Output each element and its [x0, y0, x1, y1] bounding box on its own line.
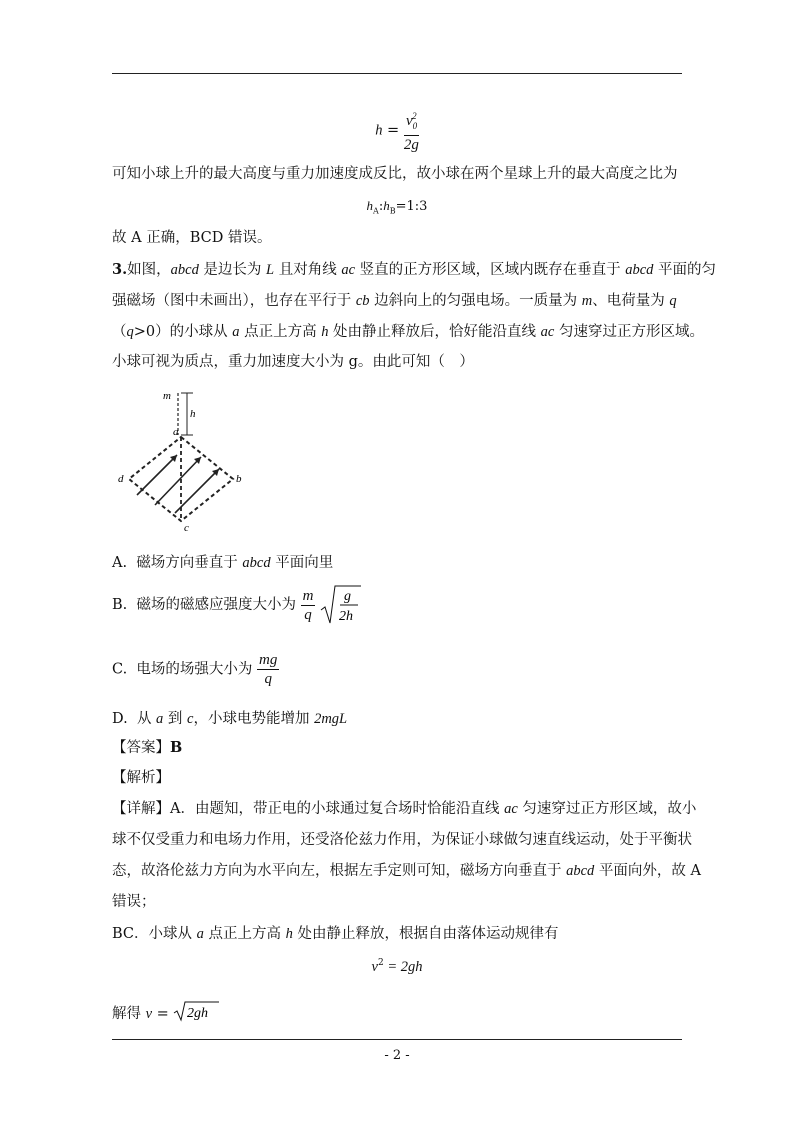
fraction-mg-over-q: $\frac{mg}{q}$	[259, 652, 278, 687]
detail-line-1: 【详解】A．由题知，带正电的小球通过复合场时恰能沿直线 ac 匀速穿过正方形区域，故小	[112, 801, 697, 817]
label-c: c	[184, 522, 189, 534]
solve-line: 解得 v = 2gh	[112, 1000, 687, 1028]
option-a: A. 磁场方向垂直于 abcd 平面向里	[112, 555, 334, 571]
label-a: a	[173, 426, 179, 438]
analysis-tag: 【解析】	[112, 770, 170, 786]
label-d: d	[118, 473, 124, 485]
question-line-2: 强磁场（图中未画出），也存在平行于 cb 边斜向上的匀强电场。一质量为 m、电荷量为 q	[112, 293, 677, 309]
answer-tag: 【答案】	[112, 740, 170, 756]
question-line-3: （q>0）的小球从 a 点正上方高 h 处由静止释放后，恰好能沿直线 ac 匀速穿过正方形区域。	[112, 324, 704, 340]
sqrt-g-over-2h	[320, 584, 362, 626]
label-h: h	[190, 408, 196, 420]
text-line-1: 可知小球上升的最大高度与重力加速度成反比，故小球在两个星球上升的最大高度之比为	[112, 166, 678, 182]
detail-line-2: 球不仅受重力和电场力作用，还受洛伦兹力作用，为保证小球做匀速直线运动，处于平衡状	[112, 832, 692, 848]
detail-line-3: 态，故洛伦兹力方向为水平向左，根据左手定则可知，磁场方向垂直于 abcd 平面向外，故 A	[112, 863, 701, 879]
detail-line-5: BC．小球从 a 点正上方高 h 处由静止释放，根据自由落体运动规律有	[112, 926, 559, 942]
question-figure	[115, 385, 250, 535]
sqrt-2gh	[173, 1000, 221, 1028]
header-rule	[112, 73, 682, 74]
option-b: B. 磁场的磁感应强度大小为 $\frac{m}{q}$ g 2h	[112, 584, 362, 626]
label-b: b	[236, 473, 242, 485]
svg-text:g: g	[344, 589, 352, 604]
label-m: m	[163, 390, 171, 402]
detail-line-4: 错误；	[112, 894, 156, 910]
question-line-4: 小球可视为质点，重力加速度大小为 g。由此可知（ ）	[112, 354, 474, 370]
footer-rule	[112, 1039, 682, 1040]
field-line-2	[155, 457, 201, 505]
fraction-m-over-q: $\frac{m}{q}$	[302, 587, 314, 623]
page-number: - 2 -	[384, 1048, 410, 1063]
fraction-v0sq-over-2g: $\frac{v_0^2}{2g}$	[404, 107, 419, 154]
text-line-2: 故 A 正确，BCD 错误。	[112, 230, 272, 246]
answer-line	[112, 738, 687, 758]
option-d: D. 从 a 到 c，小球电势能增加 2mgL	[112, 711, 348, 727]
question-line-1: 3.如图，abcd 是边长为 L 且对角线 ac 竖直的正方形区域，区域内既存在垂直于 abcd 平面的匀	[112, 261, 717, 278]
svg-text:2gh: 2gh	[187, 1006, 209, 1021]
svg-text:2h: 2h	[339, 609, 354, 624]
option-c: C. 电场的场强大小为 $\frac{mg}{q}$	[112, 652, 278, 687]
answer-value: B	[170, 739, 183, 756]
ratio-formula: $h_A:h_B=1:3$	[366, 198, 428, 216]
formula-h: h = $\frac{v_0^2}{2g}$	[112, 107, 682, 154]
equation-v2-2gh: $v^2 = 2gh$	[371, 958, 423, 975]
